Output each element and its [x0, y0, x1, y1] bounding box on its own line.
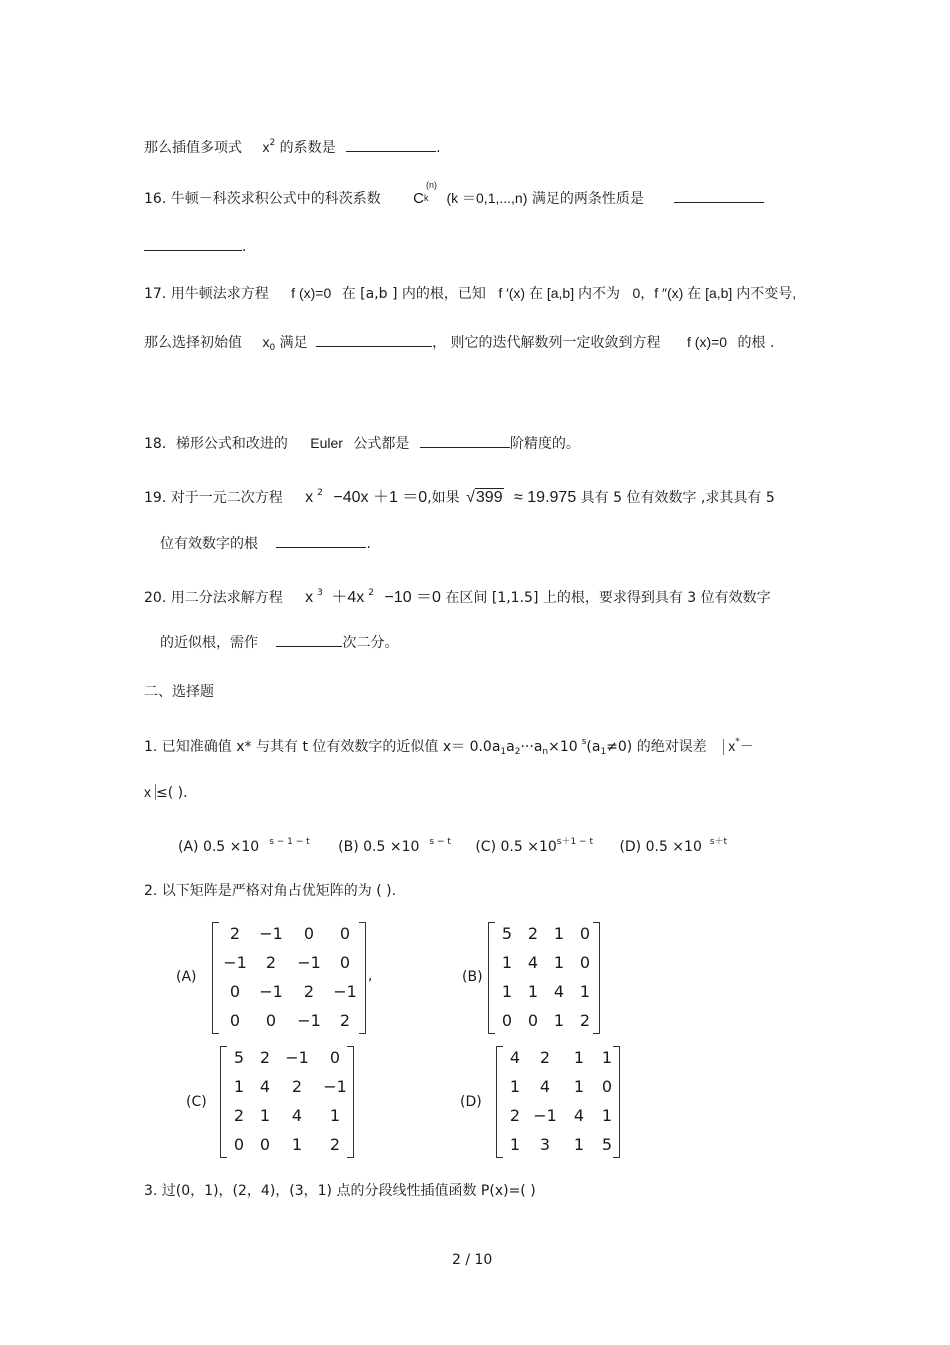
matrix-cell: 1 — [573, 1048, 585, 1067]
question-text: 的近似根，需作 — [160, 635, 258, 651]
math-x: x — [144, 784, 156, 800]
matrix-cell: −1 — [259, 982, 283, 1001]
matrix-cell: 1 — [553, 1011, 565, 1030]
matrix-cell: 1 — [509, 1077, 521, 1096]
math-deriv2: 0，f ″(x) 在 [a,b] 内不变号, — [632, 285, 797, 301]
math-c: C — [413, 190, 425, 207]
matrix-cell: 4 — [291, 1106, 303, 1125]
matrix-c — [220, 1046, 354, 1158]
choice-question-1 — [144, 732, 754, 762]
matrix-cell: 1 — [573, 1135, 585, 1154]
math-star: * — [735, 737, 740, 747]
matrix-cell: 0 — [579, 953, 591, 972]
matrix-cell: 0 — [303, 924, 315, 943]
math-x: x — [305, 489, 314, 506]
matrix-cell: −1 — [285, 1048, 309, 1067]
matrix-cell: −1 — [297, 1011, 321, 1030]
question-text: 那么选择初始值 — [144, 335, 242, 351]
question-text: 满足 — [279, 335, 308, 351]
matrix-cell: 4 — [259, 1077, 271, 1096]
math-exp: 2 — [317, 488, 323, 498]
matrix-cell: 2 — [527, 924, 539, 943]
math-sub: 1 — [500, 747, 507, 757]
question-text: 19. 对于一元二次方程 — [144, 490, 283, 506]
matrix-cell: 0 — [339, 924, 351, 943]
matrix-cell: 2 — [339, 1011, 351, 1030]
matrix-cell: 1 — [509, 1135, 521, 1154]
section-title: 二、选择题 — [144, 684, 214, 700]
matrix-cell: 1 — [553, 953, 565, 972]
question-text: ， 则它的迭代解数列一定收敛到方程 — [432, 335, 661, 351]
question-text: 公式都是 — [353, 436, 410, 452]
matrix-cell: 0 — [329, 1048, 341, 1067]
question-text: ≤( ). — [156, 785, 188, 801]
question-18 — [144, 433, 580, 454]
option-c[interactable] — [475, 839, 593, 855]
matrix-a-comma: , — [368, 968, 373, 984]
math-exp: 2 — [269, 138, 276, 148]
question-text: 1. 已知准确值 x* 与其有 t 位有效数字的近似值 x＝ 0.0a — [144, 739, 501, 755]
math-x: x — [305, 589, 314, 606]
question-text: 在 [a,b ] 内的根，已知 — [341, 286, 486, 302]
matrix-cell: 2 — [229, 924, 241, 943]
matrix-cell: 1 — [579, 982, 591, 1001]
matrix-cell: 1 — [601, 1048, 613, 1067]
math-sub: 2 — [514, 747, 521, 757]
answer-blank[interactable] — [346, 137, 436, 152]
matrix-cell: −1 — [259, 924, 283, 943]
question-text: 的根 . — [737, 335, 775, 351]
math-exp: 3 — [317, 588, 323, 598]
option-text: (C) 0.5 ×10 — [475, 839, 557, 855]
matrix-cell: 4 — [539, 1077, 551, 1096]
matrix-cell: 1 — [233, 1077, 245, 1096]
option-exp: s＋1 − t — [556, 837, 593, 847]
matrix-cell: 0 — [527, 1011, 539, 1030]
question-text: 位有效数字的根 — [160, 536, 258, 552]
matrix-cell: −1 — [533, 1106, 557, 1125]
matrix-cell: 0 — [259, 1135, 271, 1154]
matrix-cell: −1 — [297, 953, 321, 972]
choice-1-options — [178, 832, 727, 857]
matrix-cell: 2 — [265, 953, 277, 972]
question-19 — [144, 483, 775, 508]
math-term: ＋4x — [331, 589, 365, 606]
math-times: ×10 — [548, 739, 578, 755]
matrix-cell: 4 — [573, 1106, 585, 1125]
matrix-cell: 5 — [601, 1135, 613, 1154]
question-19-cont — [160, 533, 371, 554]
matrix-a — [212, 922, 366, 1034]
matrix-cell: −1 — [333, 982, 357, 1001]
math-euler: Euler — [310, 435, 343, 451]
matrix-cell: 4 — [509, 1048, 521, 1067]
question-text: 17. 用牛顿法求方程 — [144, 286, 269, 302]
math-superscript: (n) — [426, 180, 438, 190]
matrix-cell: 2 — [539, 1048, 551, 1067]
matrix-cell: 2 — [259, 1048, 271, 1067]
question-17-cont — [144, 332, 774, 358]
math-approx: ≈ 19.975 — [514, 489, 577, 506]
math-eq: −10 ＝0 — [384, 589, 441, 606]
matrix-cell: 1 — [501, 953, 513, 972]
matrix-cell: 1 — [553, 924, 565, 943]
question-text: 2. 以下矩阵是严格对角占优矩阵的为 ( ). — [144, 883, 397, 899]
question-text: 18．梯形公式和改进的 — [144, 436, 288, 452]
page-number: 2 / 10 — [452, 1252, 493, 1268]
math-eq: −40x ＋1 ＝0 — [333, 489, 428, 506]
math-sub: 1 — [600, 747, 607, 757]
matrix-cell: 0 — [501, 1011, 513, 1030]
math-exp: 2 — [368, 588, 374, 598]
matrix-d — [496, 1046, 620, 1158]
matrix-cell: 1 — [527, 982, 539, 1001]
right-bracket — [359, 922, 366, 1034]
option-text: (A) 0.5 ×10 — [178, 839, 260, 855]
matrix-cell: 5 — [501, 924, 513, 943]
fill-line-interp-coef — [144, 133, 441, 158]
option-a[interactable] — [178, 839, 310, 855]
choice-question-1-cont — [144, 782, 188, 803]
question-text: 3. 过(0，1)，(2，4)，(3，1) 点的分段线性插值函数 P(x)=( ) — [144, 1183, 536, 1199]
matrix-cell: 4 — [553, 982, 565, 1001]
matrix-cell: 0 — [265, 1011, 277, 1030]
question-text: 满足的两条性质是 — [531, 191, 644, 207]
math-a: a — [506, 739, 515, 755]
matrix-cell: 2 — [579, 1011, 591, 1030]
matrix-cell: 0 — [339, 953, 351, 972]
option-b[interactable] — [338, 839, 451, 855]
answer-blank[interactable] — [276, 632, 342, 647]
text: 那么插值多项式 — [144, 140, 242, 156]
option-a-label[interactable]: (A) — [176, 969, 197, 985]
text: 的系数是 — [279, 140, 336, 156]
math-eq: f (x)=0 — [291, 285, 332, 301]
matrix-cell: 0 — [233, 1135, 245, 1154]
matrix-cell: 0 — [579, 924, 591, 943]
left-bracket — [212, 922, 219, 1034]
answer-blank[interactable] — [674, 188, 764, 203]
math-dots: ···a — [520, 739, 543, 755]
math-x: x — [728, 738, 736, 754]
question-20 — [144, 583, 771, 608]
question-text: 20. 用二分法求解方程 — [144, 590, 283, 606]
question-text: 次二分。 — [342, 635, 399, 651]
option-d[interactable] — [619, 839, 727, 855]
option-text: (D) 0.5 ×10 — [619, 839, 702, 855]
question-17 — [144, 283, 796, 304]
matrix-cell: 1 — [291, 1135, 303, 1154]
math-range: (k ＝0,1,...,n) — [446, 190, 528, 206]
matrix-cell: 0 — [229, 1011, 241, 1030]
math-x0: x — [262, 334, 270, 350]
math-deriv: f ′(x) 在 [a,b] 内不为 — [498, 285, 620, 301]
question-text: 具有 5 位有效数字 ,求其具有 5 — [580, 490, 775, 506]
matrix-cell: 1 — [329, 1106, 341, 1125]
math-radicand: 399 — [475, 489, 503, 506]
abs-bar — [723, 739, 754, 755]
question-16 — [144, 180, 764, 209]
option-exp: s − t — [429, 837, 451, 847]
matrix-cell: 1 — [501, 982, 513, 1001]
question-20-cont — [160, 632, 398, 653]
matrix-cell: −1 — [223, 953, 247, 972]
matrix-cell: 1 — [601, 1106, 613, 1125]
matrix-cell: 2 — [329, 1135, 341, 1154]
question-text: ,如果 — [427, 490, 460, 506]
period: . — [242, 239, 247, 255]
question-text: 16. 牛顿－科茨求积公式中的科茨系数 — [144, 191, 381, 207]
matrix-cell: 1 — [259, 1106, 271, 1125]
question-text: 在区间 [1,1.5] 上的根，要求得到具有 3 位有效数字 — [445, 590, 771, 606]
matrix-cell: 2 — [509, 1106, 521, 1125]
math-sub: 0 — [269, 343, 276, 353]
choice-question-3 — [144, 1181, 536, 1201]
answer-blank[interactable] — [144, 236, 242, 251]
math-exp: s — [581, 737, 587, 747]
matrix-cell: −1 — [323, 1077, 347, 1096]
matrix-cell: 1 — [573, 1077, 585, 1096]
matrix-cell: 4 — [527, 953, 539, 972]
question-text: ≠0) 的绝对误差 — [606, 739, 707, 755]
matrix-cell: 2 — [233, 1106, 245, 1125]
matrix-cell: 0 — [601, 1077, 613, 1096]
math-eq: f (x)=0 — [687, 334, 728, 350]
question-16-cont — [144, 236, 246, 257]
option-exp: s − 1 − t — [269, 837, 310, 847]
option-b-label[interactable]: (B) — [462, 969, 483, 985]
matrix-cell: 2 — [291, 1077, 303, 1096]
matrix-cell: 3 — [539, 1135, 551, 1154]
option-d-label[interactable]: (D) — [460, 1094, 482, 1110]
choice-question-2 — [144, 881, 396, 901]
matrix-b — [488, 922, 600, 1034]
answer-blank[interactable] — [276, 533, 366, 548]
math-minus: － — [739, 739, 754, 755]
math-x: x — [262, 139, 270, 155]
answer-blank[interactable] — [420, 433, 510, 448]
period: . — [366, 536, 371, 552]
math-paren: (a — [586, 739, 601, 755]
math-sub: n — [542, 747, 549, 757]
matrix-cell: 5 — [233, 1048, 245, 1067]
option-c-label[interactable]: (C) — [186, 1094, 207, 1110]
math-subscript: k — [424, 193, 429, 203]
question-text: 阶精度的。 — [509, 436, 580, 452]
option-text: (B) 0.5 ×10 — [338, 839, 420, 855]
matrix-cell: 2 — [303, 982, 315, 1001]
matrix-cell: 0 — [229, 982, 241, 1001]
section-heading-choice — [144, 682, 214, 702]
sqrt-sign: √399 — [466, 489, 503, 506]
answer-blank[interactable] — [316, 332, 432, 347]
period: . — [436, 140, 441, 156]
option-exp: s＋t — [709, 837, 728, 847]
